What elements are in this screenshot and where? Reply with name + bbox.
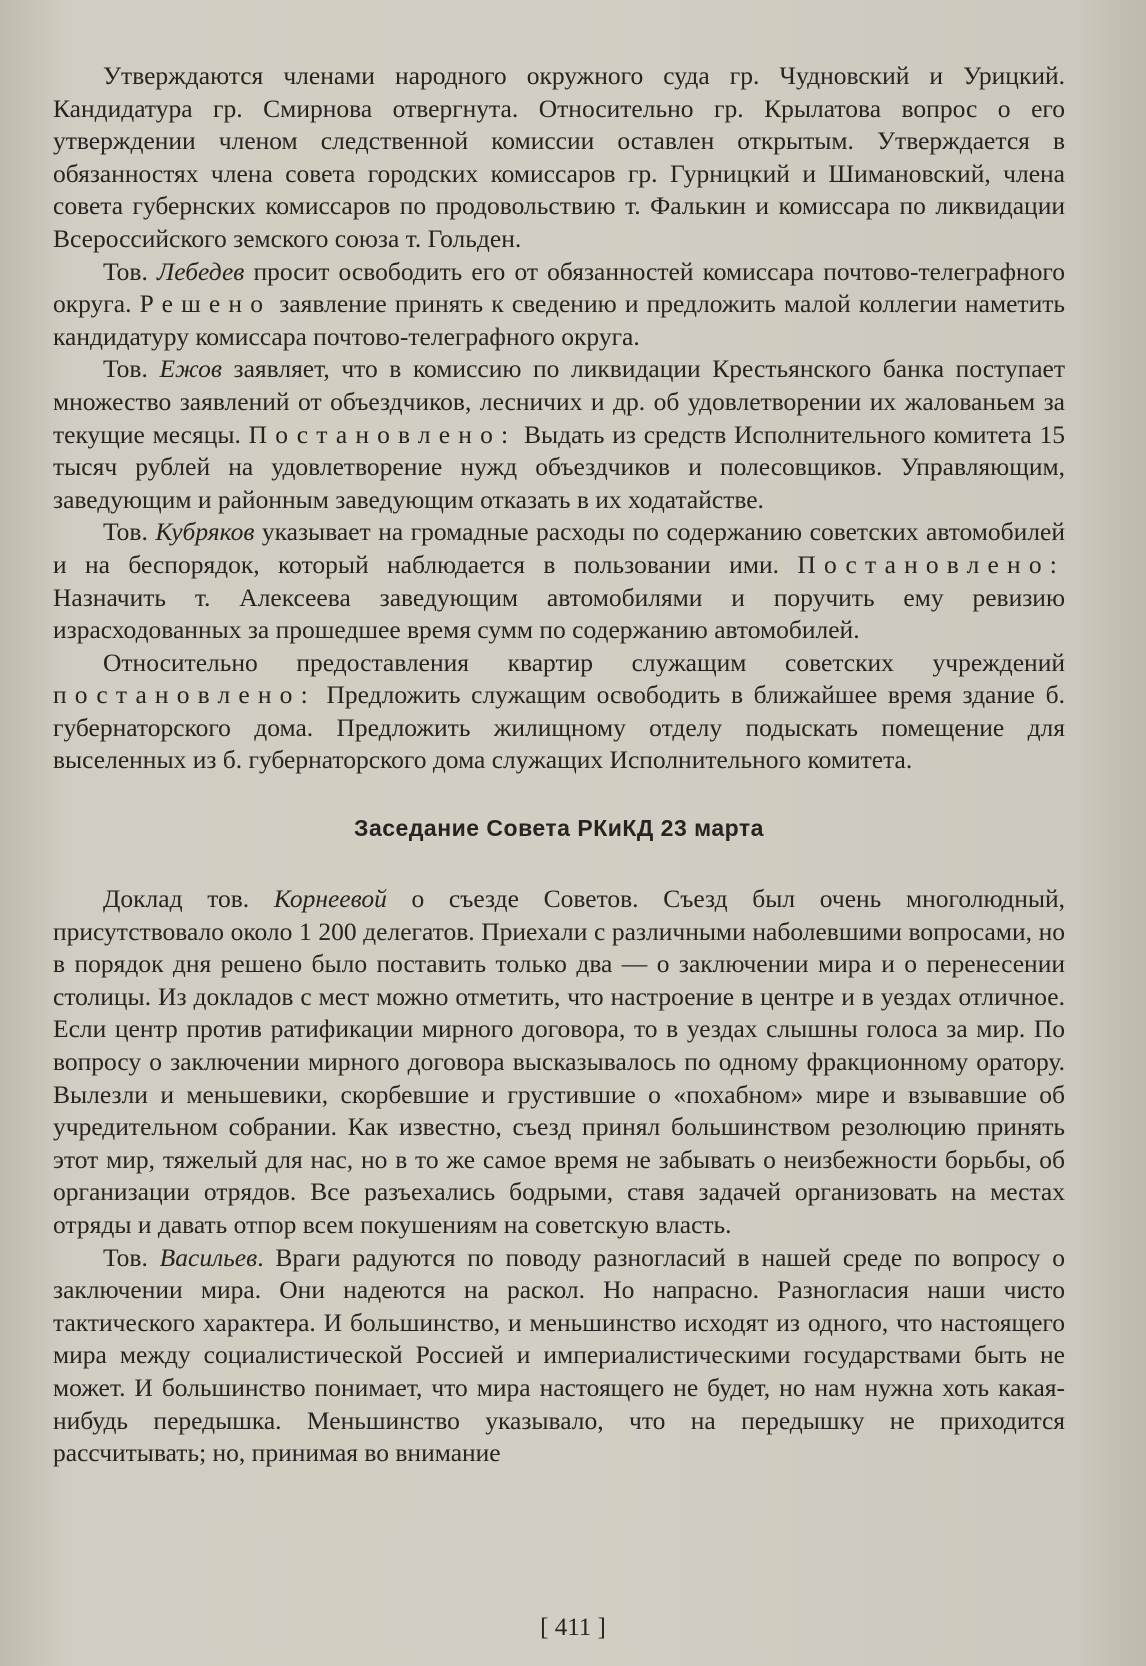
- text-run: Предложить служащим освободить в ближайшее время здание б. губернаторского дома. Предложить жилищному отделу подыскать помещение для выселенных из б. губернаторского дома служащих Исполнительного комитета.: [53, 680, 1065, 775]
- resolution-keyword: постановлено:: [53, 680, 316, 710]
- resolution-keyword: Решено: [139, 289, 272, 319]
- protocol-section: [53, 60, 1065, 777]
- text-run: Тов.: [103, 1242, 160, 1272]
- text-run: заявление принять к сведению и предложить малой коллегии наметить кандидатуру комиссара почтово-телеграфного округа.: [53, 289, 1065, 351]
- text-run: Доклад тов.: [103, 884, 274, 914]
- text-run: Тов.: [103, 517, 156, 547]
- page-number: [ 411 ]: [540, 1614, 606, 1641]
- text-run: . Враги радуются по поводу разногласий в нашей среде по вопросу о заключении мира. Они надеются на раскол. Но напрасно. Разногласия наши чисто тактического характера. И большинство, и меньшинство исходят из одного, что настоящего мира между социалистической Россией и империалистическими государствами быть не может. И большинство понимает, что мира настоящего не будет, но нам нужна хоть какая-нибудь передышка. Меньшинство указывало, что на передышку не приходится рассчитывать; но, принимая во внимание: [53, 1242, 1065, 1468]
- paragraph: [53, 256, 1065, 354]
- text-run: Утверждаются членами народного окружного суда гр. Чудновский и Урицкий. Кандидатура гр. Смирнова отвергнута. Относительно гр. Крылатова вопрос о его утверждении членом следственной комиссии оставлен открытым. Утверждается в обязанностях члена совета городских комиссаров гр. Гурницкий и Шимановский, члена совета губернских комиссаров по продовольствию т. Фалькин и комиссара по ликвидации Всероссийского земского союза т. Гольден.: [53, 61, 1065, 253]
- person-name: Корнеевой: [273, 884, 387, 914]
- paragraph: [53, 516, 1065, 646]
- paragraph: [53, 883, 1065, 1242]
- paragraph: [53, 353, 1065, 516]
- text-run: заявляет, что в комиссию по ликвидации Крестьянского банка поступает множество заявлений от объездчиков, лесничих и др. об удовлетворении их жалованьем за текущие месяцы.: [53, 354, 1066, 449]
- section-heading: Заседание Совета РКиКД 23 марта: [354, 815, 764, 842]
- text-run: указывает на громадные расходы по содержанию советских автомобилей и на беспорядок, который наблюдается в пользовании ими.: [53, 517, 1065, 579]
- text-run: просит освободить его от обязанностей комиссара почтово-телеграфного округа.: [53, 256, 1065, 319]
- text-run: Выдать из средств Исполнительного комитета 15 тысяч рублей на удовлетворение нужд объездчиков и полесовщиков. Управляющим, заведующим и районным заведующим отказать в их ходатайстве.: [53, 419, 1065, 514]
- text-run: о съезде Советов. Съезд был очень многолюдный, присутствовало около 1 200 делегатов. Приехали с различными наболевшими вопросами, но в порядок дня решено было поставить только два — о заключении мира и о перенесении столицы. Из докладов с мест можно отметить, что настроение в центре и в уездах отличное. Если центр против ратификации мирного договора, то в уездах слышны голоса за мир. По вопросу о заключении мирного договора высказывалось по одному фракционному оратору. Вылезли и меньшевики, скорбевшие и грустившие о «похабном» мире и взывавшие об учредительном собрании. Как известно, съезд принял большинством резолюцию принять этот мир, тяжелый для нас, но в то же самое время не забывать о неизбежности борьбы, об организации отрядов. Все разъехались бодрыми, ставя задачей организовать на местах отряды и давать отпор всем покушениям на советскую власть.: [53, 884, 1065, 1239]
- meeting-section: [53, 883, 1065, 1470]
- text-run: Назначить т. Алексеева заведующим автомобилями и поручить ему ревизию израсходованных за прошедшее время сумм по содержанию автомобилей.: [53, 582, 1065, 645]
- paragraph: [53, 647, 1065, 777]
- resolution-keyword: Постановлено:: [248, 419, 517, 449]
- person-name: Кубряков: [155, 517, 255, 547]
- resolution-keyword: Постановлено:: [797, 549, 1065, 579]
- person-name: Васильев: [159, 1242, 258, 1272]
- paragraph: [53, 60, 1065, 256]
- text-column: [53, 60, 1065, 1470]
- text-run: Тов.: [103, 256, 157, 286]
- text-run: Относительно предоставления квартир служащим советских учреждений: [103, 647, 1065, 677]
- person-name: Ежов: [159, 354, 222, 384]
- paragraph: [53, 1242, 1065, 1470]
- person-name: Лебедев: [156, 256, 245, 286]
- text-run: Тов.: [103, 354, 160, 384]
